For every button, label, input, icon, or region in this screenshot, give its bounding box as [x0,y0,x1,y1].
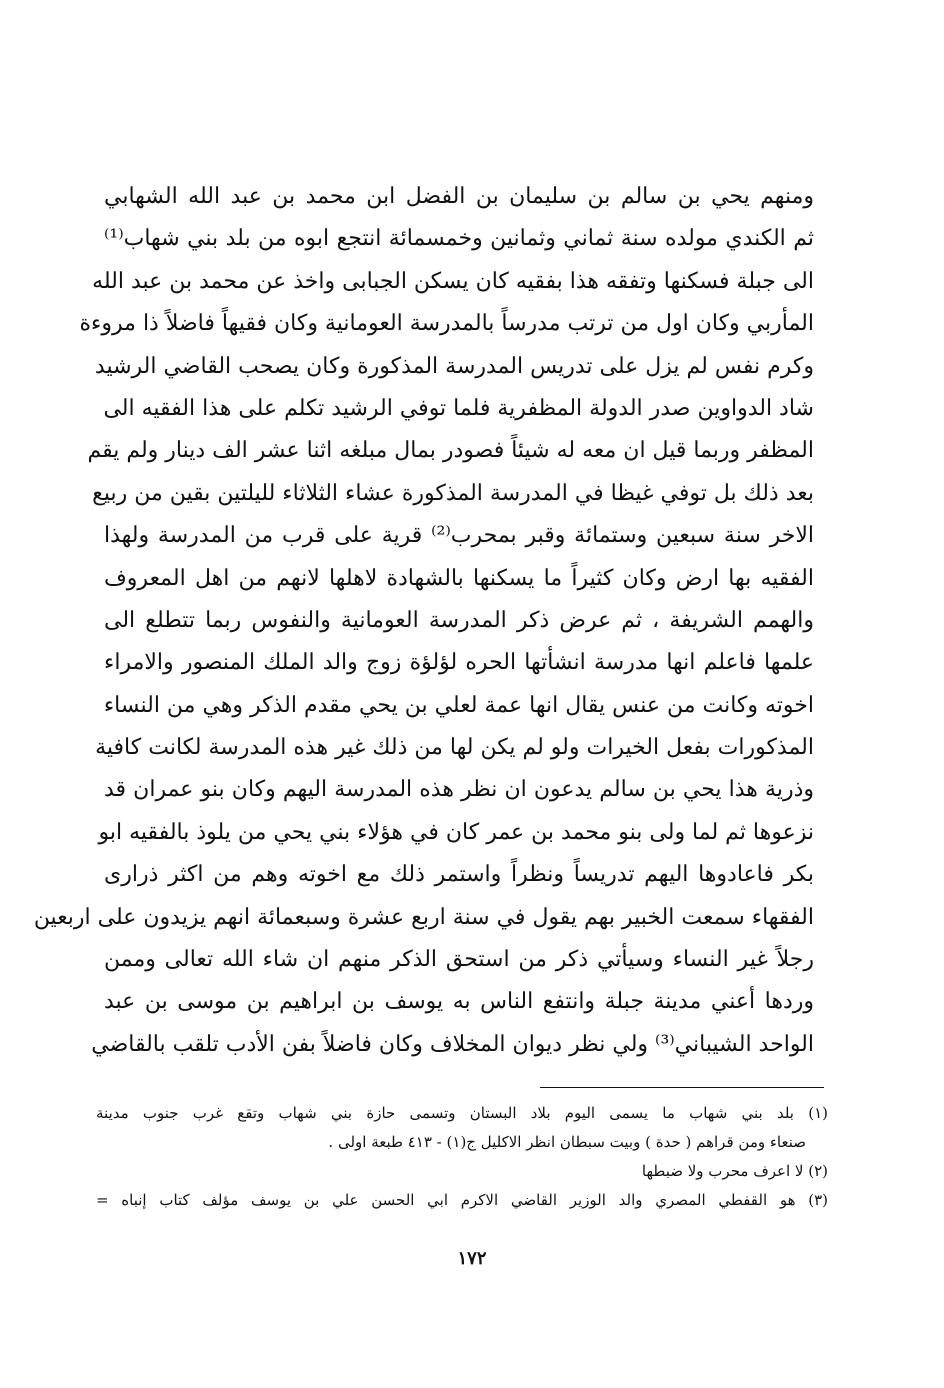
text-line: وردها أعني مدينة جبلة وانتفع الناس به يوسف بن ابراهيم بن موسى بن عبد [104,989,814,1015]
text-line: ومنهم يحي بن سالم بن سليمان بن الفضل ابن محمد بن عبد الله الشهابي [104,184,814,209]
text-line: اخوته وكانت من عنس يقال انها عمة لعلي بن يحي مقدم الذكر وهي من النساء [103,692,814,718]
footnote-1: (١) بلد بني شهاب ما يسمى اليوم بلاد البستان وتسمى حازة بني شهاب وتقع غرب جنوب مدينة [96,1104,828,1122]
footnote-divider [540,1087,824,1088]
text-line: نزعوها ثم لما ولى بنو محمد بن عمر كان في هؤلاء بني يحي من يلوذ بالفقيه ابو [98,819,814,845]
text-line: بعد ذلك بل توفي غيظا في المدرسة المذكورة عشاء الثلاثاء لليلتين بقين من ربيع [92,480,814,506]
text-line: الفقهاء سمعت الخبير بهم يقول في سنة اربع عشرة وسبعمائة انهم يزيدون على اربعين [33,904,814,930]
text-line: شاد الدواوين صدر الدولة المظفرية فلما توفي الرشيد تكلم على هذا الفقيه الى [103,395,814,421]
text-line: بكر فاعادوها اليهم تدريساً ونظراً واستمر ذلك مع اخوته وهم من اكثر ذرارى [104,862,814,888]
text-line: ثم الكندي مولده سنة ثماني وثمانين وخمسمائة انتجع ابوه من بلد بني شهاب⁽¹⁾ [104,226,814,252]
text-line: علمها فاعلم انها مدرسة انشأتها الحره لؤلؤة زوج والد الملك المنصور والامراء [104,650,814,676]
text-line: وذرية هذا يحي بن سالم يدعون ان نظر هذه المدرسة اليهم وكان بنو عمران قد [104,777,814,803]
text-line: والهمم الشريفة ، ثم عرض ذكر المدرسة العومانية والنفوس ربما تتطلع الى [104,607,814,633]
footnote-2: (٢) لا اعرف محرب ولا ضبطها [641,1162,828,1180]
text-line: المأربي وكان اول من ترتب مدرساً بالمدرسة العومانية وكان فقيهاً فاضلاً ذا مروءة [79,311,814,337]
footnote-1-continuation: صنعاء ومن قراهم ( حدة ) وبيت سبطان انظر الاكليل ج(١) - ٤١٣ طبعة اولى . [328,1133,806,1151]
main-text [33,176,814,1066]
footnotes [96,1099,828,1215]
text-line: الى جبلة فسكنها وتفقه هذا بفقيه كان يسكن الجبابى واخذ عن محمد بن عبد الله [92,268,814,294]
text-line: الفقيه بها ارض وكان كثيراً ما يسكنها بالشهادة لاهلها لانهم من اهل المعروف [104,565,814,591]
text-line: المذكورات بفعل الخيرات ولو لم يكن لها من ذلك غير هذه المدرسة لكانت كافية [95,735,814,761]
text-line: رجلاً غير النساء وسيأتي ذكر من استحق الذكر منهم ان شاء الله تعالى وممن [104,947,814,973]
page-number: ١٧٢ [457,1248,487,1269]
text-line: المظفر وربما قيل ان معه له شيئاً فصودر بمال مبلغه اثنا عشر الف دينار ولم يقم [87,438,814,464]
text-line: الواحد الشيباني⁽³⁾ ولي نظر ديوان المخلاف وكان فاضلاً بفن الأدب تلقب بالقاضي [91,1031,814,1057]
text-line: وكرم نفس لم يزل على تدريس المدرسة المذكورة وكان يصحب القاضي الرشيد [94,353,814,379]
footnote-3: (٣) هو القفطي المصري والد الوزير القاضي الاكرم ابي الحسن علي بن يوسف مؤلف كتاب إنباه = [96,1191,828,1209]
text-line: الاخر سنة سبعين وستمائة وقبر بمحرب⁽²⁾ قرية على قرب من المدرسة ولهذا [104,523,814,549]
